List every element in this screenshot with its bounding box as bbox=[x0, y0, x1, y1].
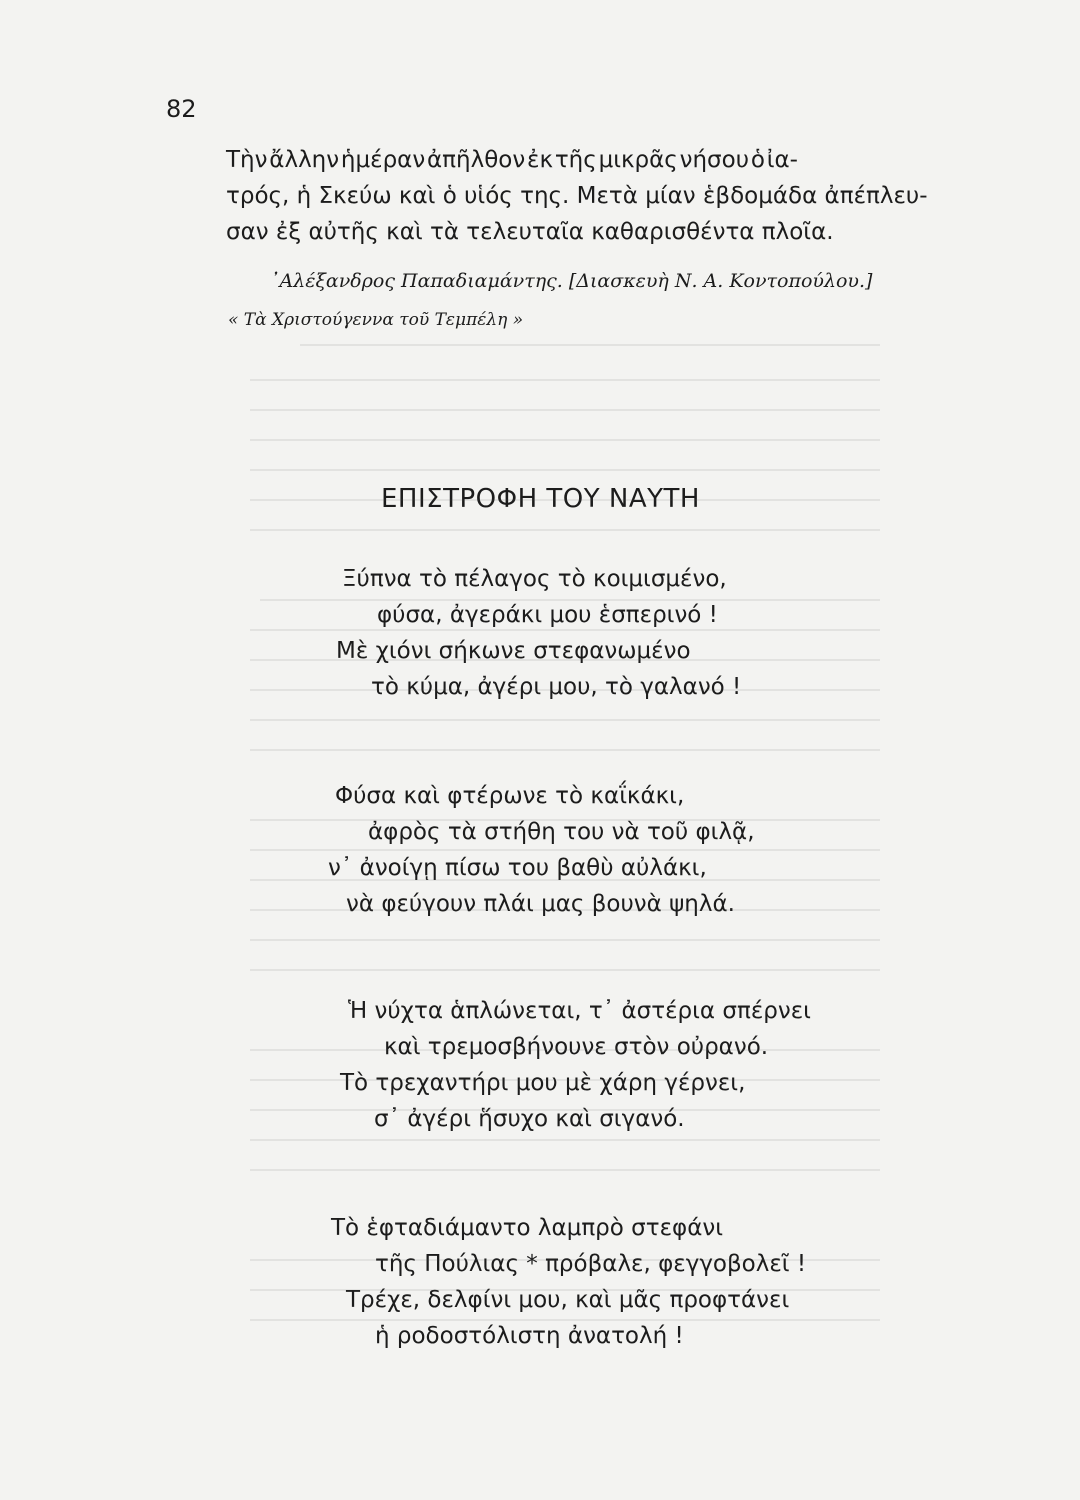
poem-stanza bbox=[0, 561, 742, 705]
poem-stanza bbox=[0, 993, 811, 1137]
prose-line bbox=[226, 142, 798, 178]
prose-word: ὁ bbox=[750, 147, 765, 173]
citation-work: « Τὰ Χριστούγεννα τοῦ Τεμπέλη » bbox=[228, 310, 524, 330]
prose-paragraph bbox=[226, 142, 928, 250]
verse-line: φύσα, ἀγεράκι μου ἑσπερινό ! bbox=[377, 602, 718, 628]
prose-word: νήσου bbox=[679, 147, 750, 173]
verse-line: ν᾽ ἀνοίγῃ πίσω του βαθὺ αὐλάκι, bbox=[328, 855, 707, 881]
poem-stanza bbox=[0, 1210, 807, 1354]
poem-title: ΕΠΙΣΤΡΟΦΗ ΤΟΥ ΝΑΥΤΗ bbox=[381, 484, 700, 514]
prose-word: Τὴν bbox=[226, 147, 268, 173]
prose-line: σαν ἐξ αὐτῆς καὶ τὰ τελευταῖα καθαρισθέντα πλοῖα. bbox=[226, 219, 834, 245]
prose-word: μικρᾶς bbox=[598, 147, 678, 173]
verse-line: Ξύπνα τὸ πέλαγος τὸ κοιμισμένο, bbox=[342, 566, 727, 592]
verse-line: Τὸ τρεχαντήρι μου μὲ χάρη γέρνει, bbox=[340, 1070, 746, 1096]
verse-line: Φύσα καὶ φτέρωνε τὸ καΐκάκι, bbox=[335, 783, 685, 809]
verse-line: Μὲ χιόνι σήκωνε στεφανωμένο bbox=[336, 638, 691, 664]
prose-word: ἄλλην bbox=[269, 147, 340, 173]
verse-line: ἡ ροδοστόλιστη ἀνατολή ! bbox=[375, 1323, 684, 1349]
verse-line: Τρέχε, δελφίνι μου, καὶ μᾶς προφτάνει bbox=[346, 1287, 790, 1313]
poem-stanza bbox=[0, 778, 755, 922]
verse-line: τῆς Πούλιας * πρόβαλε, φεγγοβολεῖ ! bbox=[375, 1251, 807, 1277]
page-number: 82 bbox=[166, 95, 197, 123]
verse-line: Ἡ νύχτα ἁπλώνεται, τ᾽ ἀστέρια σπέρνει bbox=[348, 998, 811, 1024]
verse-line: τὸ κύμα, ἀγέρι μου, τὸ γαλανό ! bbox=[371, 674, 742, 700]
verse-line: Τὸ ἑφταδιάμαντο λαμπρὸ στεφάνι bbox=[331, 1215, 723, 1241]
prose-word: τῆς bbox=[554, 147, 597, 173]
prose-word: ἀπῆλθον bbox=[427, 147, 526, 173]
verse-line: ἀφρὸς τὰ στήθη του νὰ τοῦ φιλᾷ, bbox=[368, 819, 755, 845]
prose-word: ἰα- bbox=[766, 147, 798, 173]
prose-word: ἡμέραν bbox=[340, 147, 426, 173]
verse-line: καὶ τρεμοσβήνουνε στὸν οὐρανό. bbox=[384, 1034, 769, 1060]
verse-line: σ᾽ ἀγέρι ἥσυχο καὶ σιγανό. bbox=[374, 1106, 685, 1132]
prose-word: ἐκ bbox=[527, 147, 554, 173]
verse-line: νὰ φεύγουν πλάι μας βουνὰ ψηλά. bbox=[346, 891, 735, 917]
prose-line: τρός, ἡ Σκεύω καὶ ὁ υἱός της. Μετὰ μίαν ἑβδομάδα ἀπέπλευ- bbox=[226, 183, 928, 209]
citation-author: ᾽Αλέξανδρος Παπαδιαμάντης. [Διασκευὴ Ν. Α. Κοντοπούλου.] bbox=[270, 270, 873, 292]
